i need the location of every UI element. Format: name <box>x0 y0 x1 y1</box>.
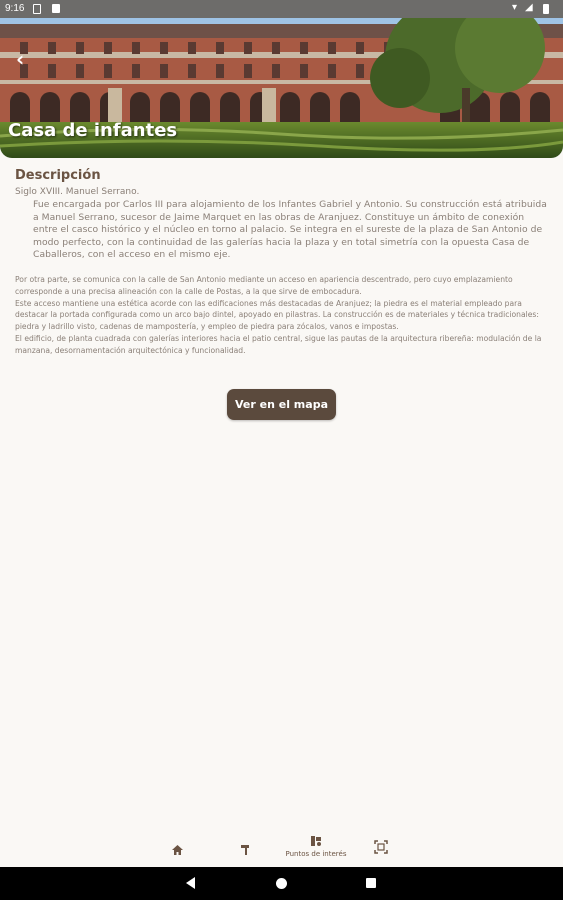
description-section <box>15 168 549 357</box>
body-paragraph: Este acceso mantiene una estética acorde con las edificaciones más destacadas de Aranjuez; la piedra es el material empleado para destacar la portada configurada como un arco bajo dintel, apoyado en pilastras. La construcción es de materiales y técnica tradicionales: piedra y ladrillo visto, cadenas de mampostería, y empleo de piedra para zócalos, vanos e impostas. <box>15 298 539 332</box>
shovel-icon <box>240 843 252 855</box>
battery-icon <box>543 4 549 14</box>
body-paragraph: Por otra parte, se comunica con la calle de San Antonio mediante un acceso en apariencia descentrado, pero cuyo emplazamiento corresponde a una precisa alineación con la calle de Postas, a la que sirve de embocadura. <box>15 274 513 296</box>
body-paragraph: El edificio, de planta cuadrada con galerías interiores hacia el patio central, sigue las pautas de la arquitectura ribereña: modulación de la manzana, desornamentación arquitectónica y funcionalidad. <box>15 333 542 355</box>
back-button[interactable]: ‹ <box>16 47 25 71</box>
nav-item-excavation[interactable] <box>240 840 252 859</box>
page-title: Casa de infantes <box>8 120 178 141</box>
status-bar <box>0 0 563 18</box>
nav-label-points-of-interest: Puntos de interés <box>285 850 347 858</box>
description-subtitle: Siglo XVIII. Manuel Serrano. <box>15 187 140 197</box>
system-recents-icon[interactable] <box>366 878 376 888</box>
map-button-container <box>0 389 563 420</box>
qr-scan-icon <box>374 840 388 854</box>
description-main-text: Fue encargada por Carlos III para alojamiento de los Infantes Gabriel y Antonio. Su construcción está atribuida a Manuel Serrano, sucesor de Jaime Marquet en las obras de Aranjuez. Constituye un ámbito de conexión entre el casco histórico y el núcleo en torno al palacio. Se integra en el sureste de la plaza de San Antonio de modo perfecto, con la continuidad de las galerías hacia la plaza y en total simetría con la opuesta Casa de Caballeros, con el acceso en el mismo eje. <box>33 199 547 261</box>
view-on-map-button[interactable]: Ver en el mapa <box>227 389 336 420</box>
home-icon <box>172 845 183 855</box>
status-time: 9:16 <box>5 3 25 14</box>
nav-item-scanner[interactable] <box>374 839 388 858</box>
map-pin-icon <box>310 835 322 848</box>
system-back-icon[interactable] <box>186 877 195 889</box>
description-body <box>15 274 549 357</box>
wifi-icon: ▾ <box>512 2 518 13</box>
system-navigation-bar <box>0 867 563 900</box>
nav-item-points-of-interest[interactable] <box>283 835 349 858</box>
section-heading: Descripción <box>15 168 101 183</box>
sim-card-icon <box>33 4 41 14</box>
nav-item-home[interactable] <box>172 840 183 859</box>
bottom-navigation <box>0 830 563 867</box>
notification-icon <box>52 4 60 13</box>
system-home-icon[interactable] <box>276 878 287 889</box>
signal-icon: ◢ <box>525 2 533 13</box>
header-image <box>0 18 563 158</box>
